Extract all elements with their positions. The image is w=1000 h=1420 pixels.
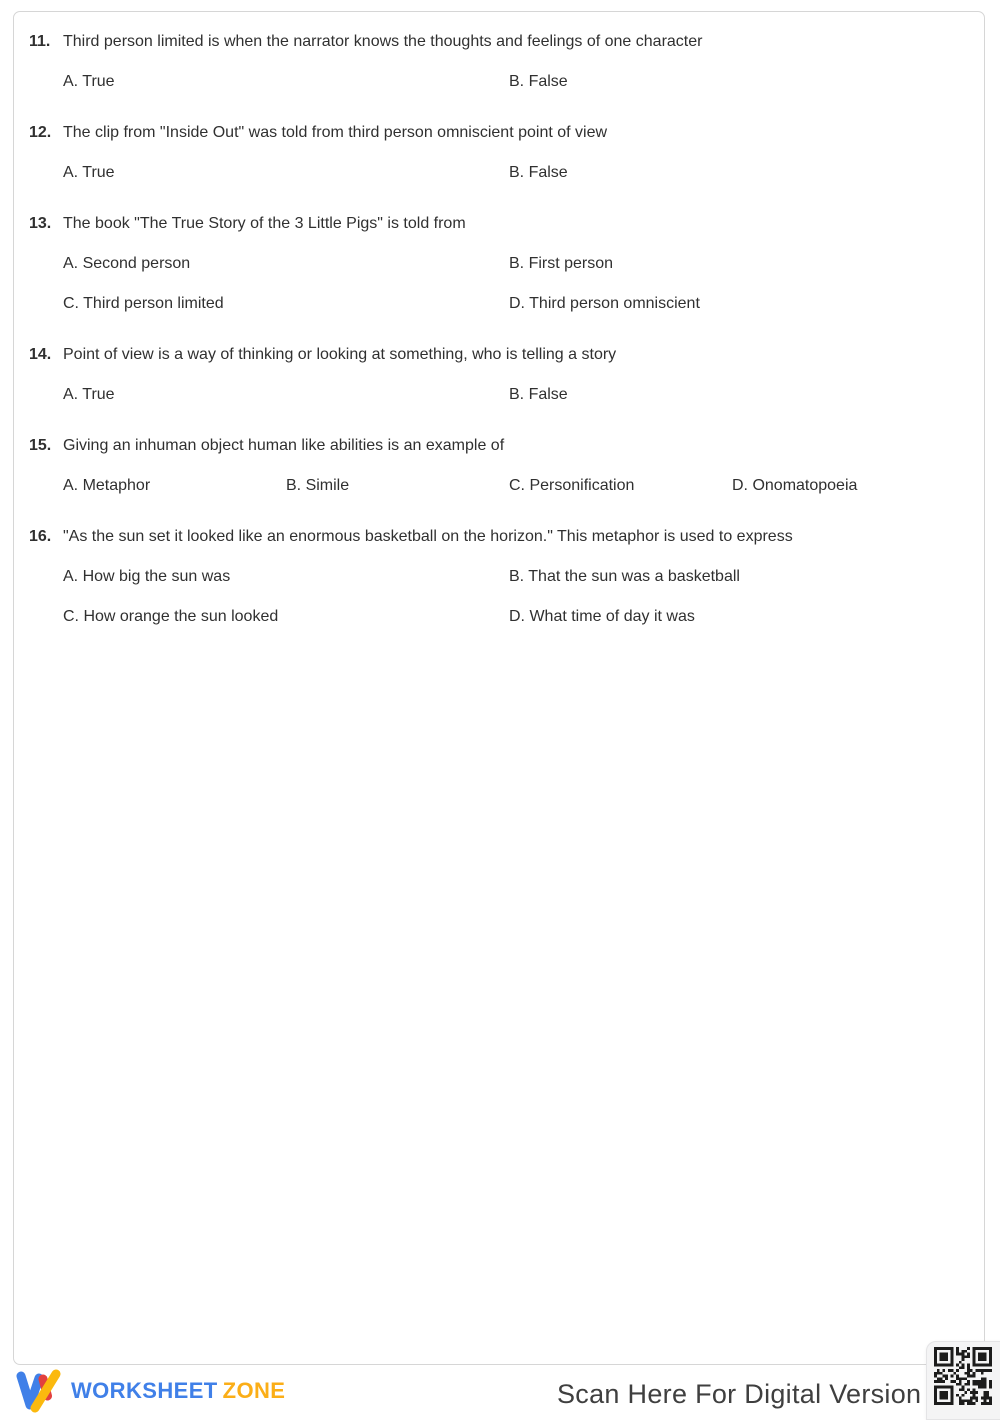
- question-options: [63, 476, 964, 496]
- option: B. That the sun was a basketball: [509, 568, 740, 585]
- worksheet-page: [13, 11, 985, 1365]
- option: C. Personification: [509, 477, 635, 494]
- question: [29, 214, 964, 314]
- question-list: [14, 12, 984, 627]
- question-head: [29, 345, 964, 365]
- w-mark-icon: [16, 1369, 62, 1413]
- worksheet-zone-logo[interactable]: [16, 1369, 285, 1413]
- option: B. False: [509, 164, 568, 181]
- logo-worksheet-label: WORKSHEET: [71, 1378, 218, 1403]
- qr-code-icon: [934, 1347, 992, 1405]
- option: D. Third person omniscient: [509, 295, 700, 312]
- question-number: 15.: [29, 437, 52, 454]
- question-text: "As the sun set it looked like an enormous basketball on the horizon." This metaphor is used to express: [63, 528, 793, 545]
- option: D. Onomatopoeia: [732, 477, 858, 494]
- question-head: [29, 214, 964, 234]
- question: [29, 345, 964, 405]
- question-text: Third person limited is when the narrator knows the thoughts and feelings of one character: [63, 33, 703, 50]
- question: [29, 123, 964, 183]
- logo-text: [71, 1378, 285, 1404]
- question-options: [63, 567, 964, 627]
- question: [29, 32, 964, 92]
- question-number: 14.: [29, 346, 52, 363]
- option: C. How orange the sun looked: [63, 608, 279, 625]
- option: A. True: [63, 73, 115, 90]
- option: B. False: [509, 73, 568, 90]
- question-head: [29, 32, 964, 52]
- scan-here-text: Scan Here For Digital Version: [557, 1379, 922, 1409]
- option: A. Second person: [63, 255, 191, 272]
- question-number: 12.: [29, 124, 52, 141]
- question-options: [63, 163, 964, 183]
- question-text: The book "The True Story of the 3 Little Pigs" is told from: [63, 215, 466, 232]
- question: [29, 436, 964, 496]
- logo-zone-label: ZONE: [222, 1378, 286, 1403]
- option: A. Metaphor: [63, 477, 151, 494]
- option: B. False: [509, 386, 568, 403]
- question-number: 13.: [29, 215, 52, 232]
- question-text: Point of view is a way of thinking or looking at something, who is telling a story: [63, 346, 617, 363]
- option: D. What time of day it was: [509, 608, 695, 625]
- option: C. Third person limited: [63, 295, 224, 312]
- option: B. First person: [509, 255, 614, 272]
- question-number: 11.: [29, 33, 51, 50]
- question-text: The clip from "Inside Out" was told from third person omniscient point of view: [63, 124, 608, 141]
- question-head: [29, 527, 964, 547]
- option: A. How big the sun was: [63, 568, 231, 585]
- question-options: [63, 72, 964, 92]
- question-number: 16.: [29, 528, 52, 545]
- option: B. Simile: [286, 477, 350, 494]
- question-options: [63, 254, 964, 314]
- question-head: [29, 436, 964, 456]
- option: A. True: [63, 386, 115, 403]
- option: A. True: [63, 164, 115, 181]
- question-options: [63, 385, 964, 405]
- question-text: Giving an inhuman object human like abilities is an example of: [63, 437, 505, 454]
- question-head: [29, 123, 964, 143]
- question: [29, 527, 964, 627]
